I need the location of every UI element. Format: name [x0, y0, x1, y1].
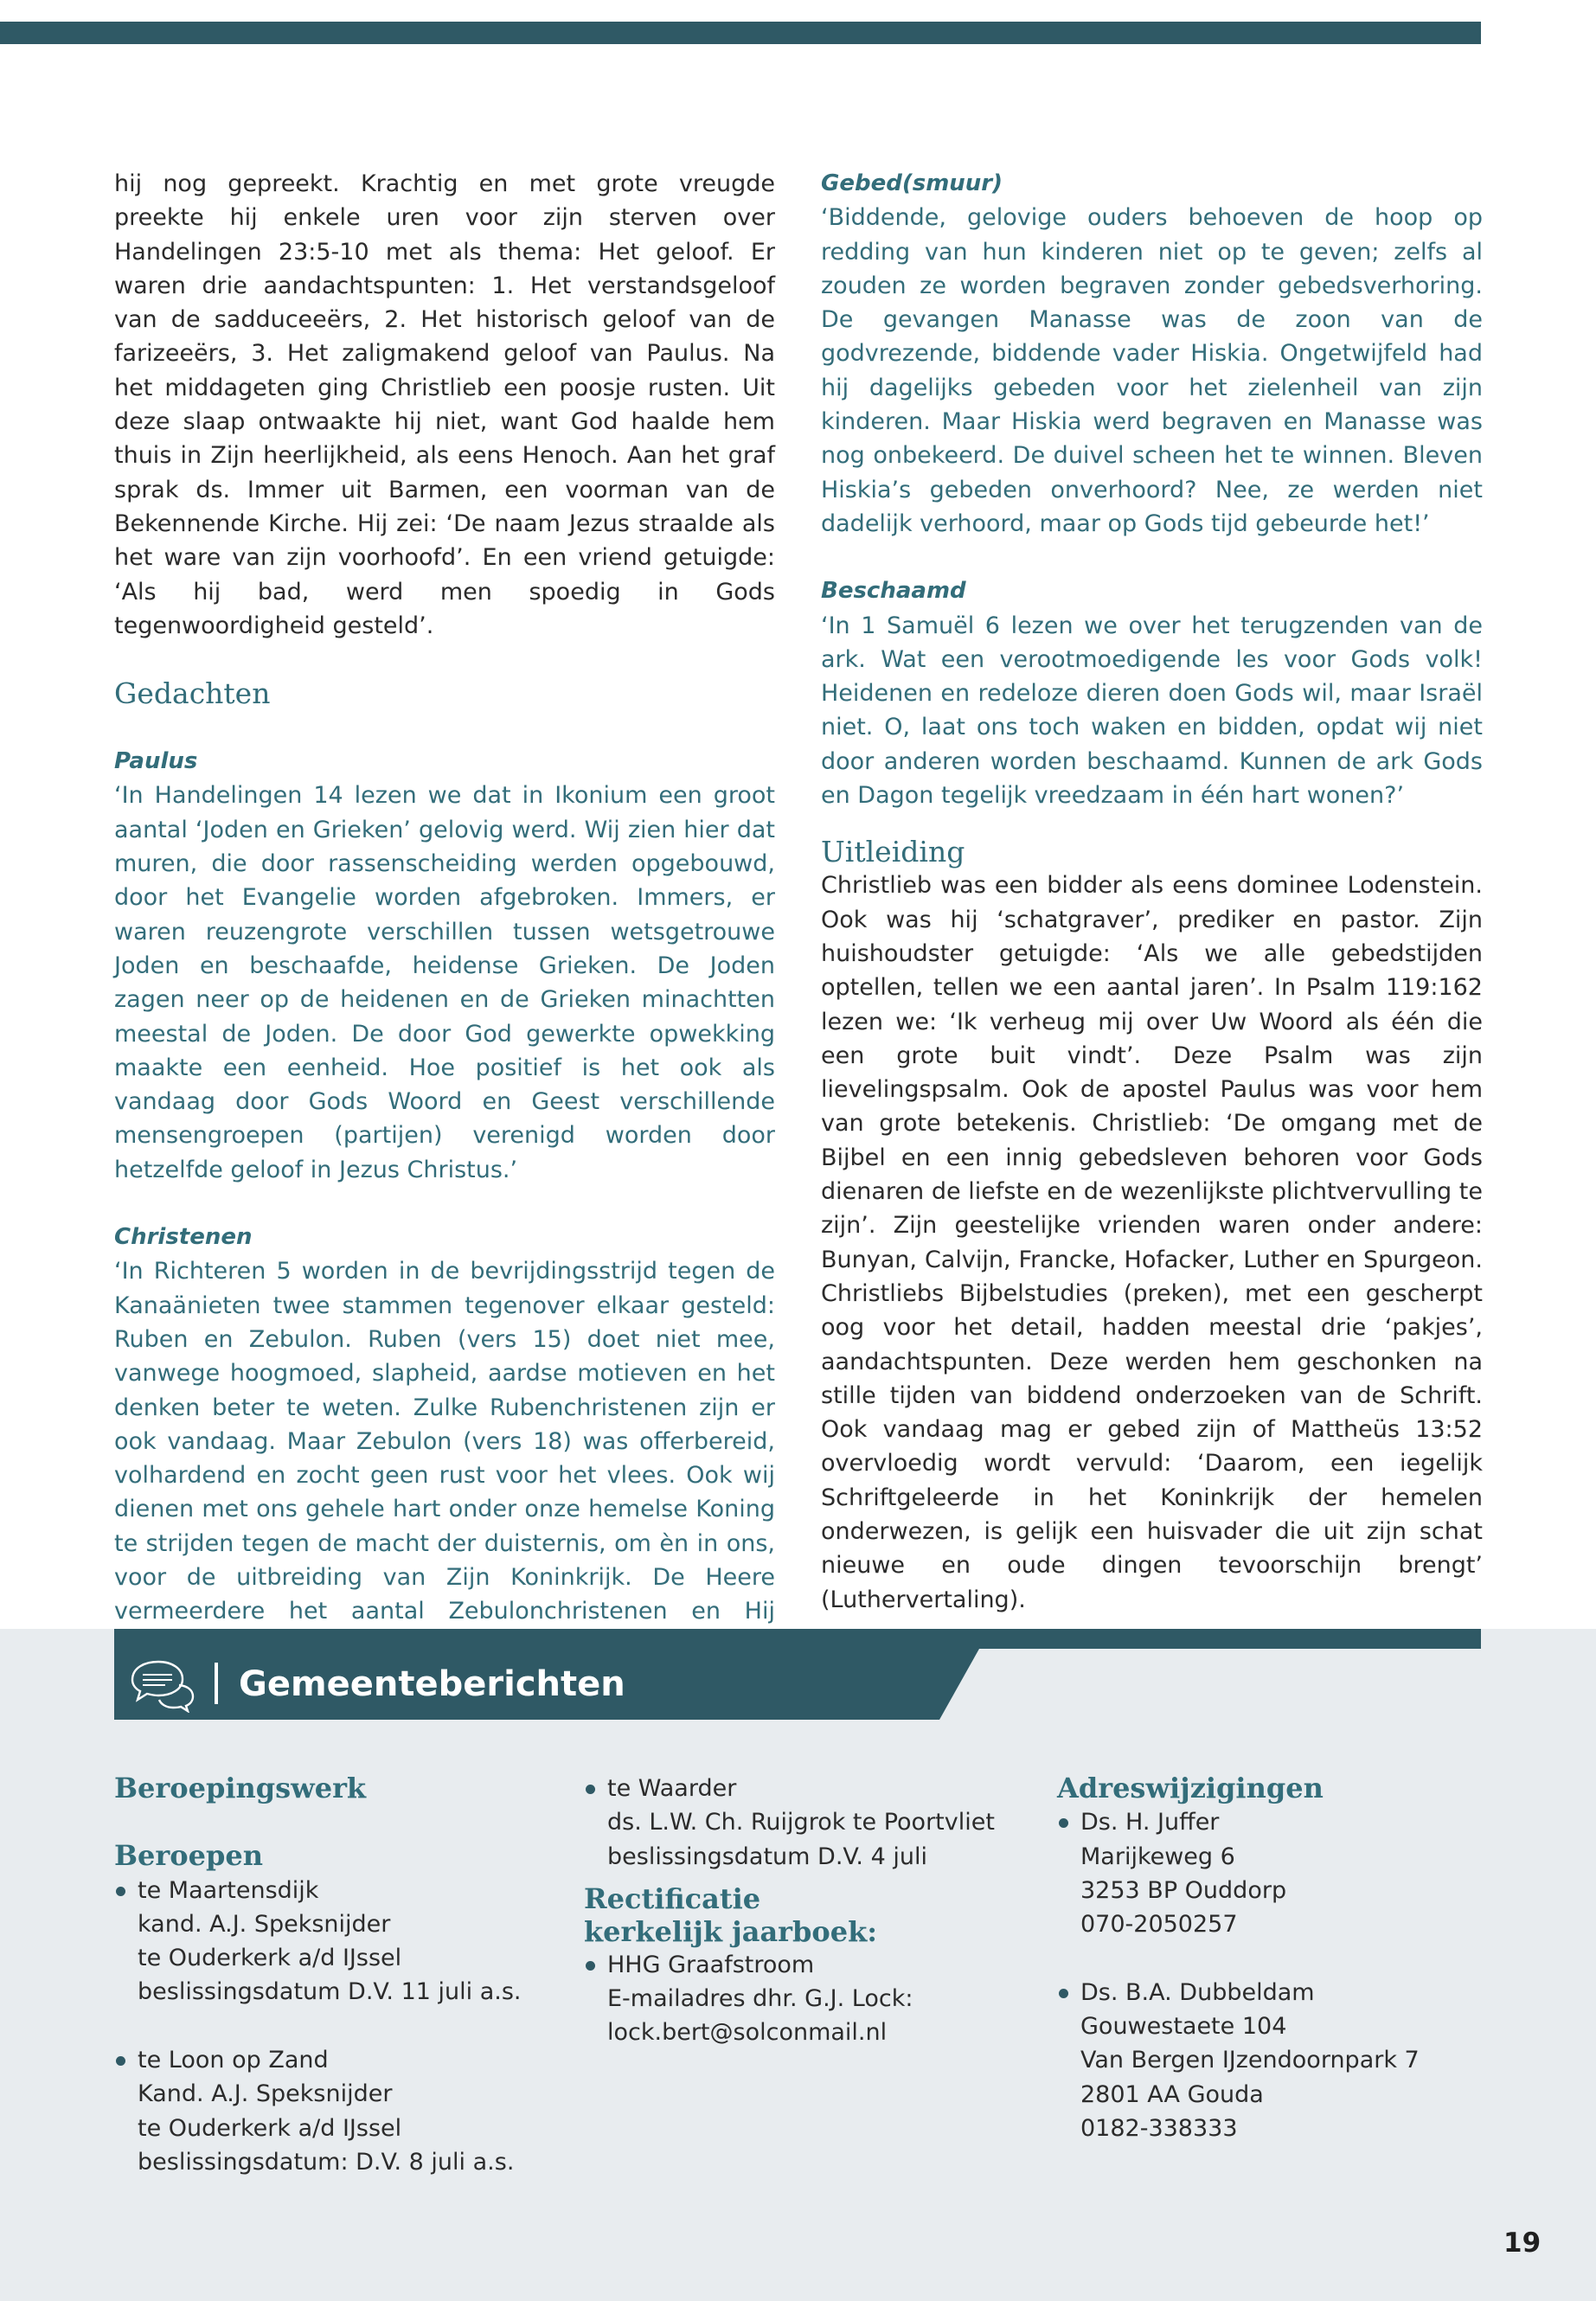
list-item-line: Gouwestaete 104: [1080, 2013, 1287, 2041]
left-column: [114, 167, 775, 1663]
list-item: [1057, 1805, 1490, 1941]
subheading-paulus: Paulus: [114, 748, 198, 775]
list-item-line: te Waarder: [607, 1775, 737, 1802]
beroepingswerk-heading: Beroepingswerk: [114, 1772, 367, 1804]
list-item-line: kand. A.J. Speksnijder: [138, 1910, 391, 1938]
gemeenteberichten-title: Gemeenteberichten: [239, 1664, 625, 1704]
list-item-line: ds. L.W. Ch. Ruijgrok te Poortvliet: [607, 1809, 995, 1836]
adreswijzigingen-column: [1057, 1772, 1490, 2145]
rectificatie-heading-line1: Rectificatie: [584, 1881, 761, 1915]
beroepen-heading: Beroepen: [114, 1839, 263, 1873]
intro-paragraph: hij nog gepreekt. Krachtig en met grote vreugde preekte hij enkele uren voor zijn sterven over Handelingen 23:5-10 met als thema: Het geloof. Er waren drie aandachtspunten: 1. Het verstandsgeloof van de sadduceeërs, 2. Het historisch geloof van de farizeeërs, 3. Het zaligmakend geloof van Paulus. Na het middageten ging Christlieb een poosje rusten. Uit deze slaap ontwaakte hij niet, want God haalde hem thuis in Zijn heerlijkheid, als eens Henoch. Aan het graf sprak ds. Immer uit Barmen, een voorman van de Bekennende Kirche. Hij zei: ‘De naam Jezus straalde als het ware van zijn voorhoofd’. En een vriend getuigde: ‘Als hij bad, werd men spoedig in Gods tegenwoordigheid gesteld’.: [114, 170, 775, 639]
list-item-line: Van Bergen IJzendoornpark 7: [1080, 2047, 1420, 2074]
list-item-line: 0182-338333: [1080, 2114, 1238, 2142]
list-item-line: 070-2050257: [1080, 1911, 1238, 1939]
speech-bubbles-icon: [125, 1654, 200, 1713]
subheading-gebed: Gebed(smuur): [821, 170, 1003, 196]
list-item-line: E-mailadres dhr. G.J. Lock:: [607, 1985, 913, 2013]
beroepingswerk-column: [114, 1772, 564, 2179]
list-item: [584, 1948, 1034, 2050]
list-item-line: 3253 BP Ouddorp: [1080, 1876, 1287, 1904]
list-item-line: beslissingsdatum: D.V. 8 juli a.s.: [138, 2148, 515, 2176]
list-item-line: Kand. A.J. Speksnijder: [138, 2080, 393, 2108]
list-item-line: HHG Graafstroom: [607, 1951, 815, 1978]
quote-beschaamd: ‘In 1 Samuël 6 lezen we over het terugzenden van de ark. Wat een verootmoedigende les voor Gods volk! Heidenen en redeloze dieren doen Gods wil, maar Israël niet. O, laat ons toch waken en bidden, opdat wij niet door anderen worden beschaamd. Kunnen de ark Gods en Dagon tegelijk vreedzaam in één hart wonen?’: [821, 612, 1483, 810]
list-item-line: te Loon op Zand: [138, 2047, 329, 2074]
list-item-line: te Maartensdijk: [138, 1876, 319, 1904]
section-title-uitleiding: Uitleiding: [821, 835, 965, 869]
title-divider: [215, 1663, 218, 1704]
subheading-beschaamd: Beschaamd: [821, 578, 966, 605]
uitleiding-paragraph: Christlieb was een bidder als eens dominee Lodenstein. Ook was hij ‘schatgraver’, prediker en pastor. Zijn huishoudster getuigde: ‘Als we alle gebedstijden optellen, tellen we een aantal jaren’. In Psalm 119:162 lezen we: ‘Ik verheug mij over Uw Woord als één die een grote buit vindt’. Deze Psalm was zijn lievelingspsalm. Ook de apostel Paulus was voor hem van grote betekenis. Christlieb: ‘De omgang met de Bijbel en een innig gebedsleven behoren voor Gods dienaren de liefste en de wezenlijkste plichtvervulling te zijn’. Zijn geestelijke vrienden waren onder andere: Bunyan, Calvijn, Francke, Hofacker, Luther en Spurgeon. Christliebs Bijbelstudies (preken), met een gescherpt oog voor het detail, hadden meestal drie ‘pakjes’, aandachtspunten. Deze werden hem geschonken na stille tijden van biddend onderzoeken van de Schrift. Ook vandaag mag er gebed zijn of Mattheüs 13:52 overvloedig wordt vervuld: ‘Daarom, een iegelijk Schriftgeleerde in het Koninkrijk der hemelen onderwezen, is gelijk een huisvader die uit zijn schat nieuwe en oude dingen tevoorschijn brengt’ (Luthervertaling).: [821, 872, 1483, 1613]
rectificatie-heading: [584, 1882, 1034, 1948]
list-item: [114, 2043, 564, 2179]
top-bar: [0, 22, 1481, 44]
list-item: [584, 1772, 1034, 1874]
quote-gebed: ‘Biddende, gelovige ouders behoeven de hoop op redding van hun kinderen niet op te geven; zelfs al zouden ze worden begraven zonder gebedsverhoring. De gevangen Manasse was de zoon van de godvrezende, biddende vader Hiskia. Ongetwijfeld had hij dagelijks gebeden voor het zielenheil van zijn kinderen. Maar Hiskia werd begraven en Manasse was nog onbekeerd. De duivel scheen het te winnen. Bleven Hiskia’s gebeden onverhoord? Nee, ze werden niet dadelijk verhoord, maar op Gods tijd gebeurde het!’: [821, 204, 1483, 537]
rectificatie-heading-line2: kerkelijk jaarboek:: [584, 1914, 878, 1948]
list-item-line: te Ouderkerk a/d IJssel: [138, 2114, 402, 2142]
list-item: [114, 1874, 564, 2009]
list-item-line: beslissingsdatum D.V. 11 juli a.s.: [138, 1978, 522, 2006]
list-item-line: te Ouderkerk a/d IJssel: [138, 1945, 402, 1972]
section-band-top: [114, 1629, 1481, 1649]
list-item-line: 2801 AA Gouda: [1080, 2080, 1264, 2108]
list-item-line: Ds. H. Juffer: [1080, 1809, 1220, 1836]
subheading-christenen: Christenen: [114, 1224, 253, 1251]
quote-paulus: ‘In Handelingen 14 lezen we dat in Ikonium een groot aantal ‘Joden en Grieken’ gelovig werd. Wij zien hier dat muren, die door rassenscheiding werden opgebouwd, door het Evangelie worden afgebroken. Immers, er waren reuzengrote verschillen tussen wetsgetrouwe Joden en beschaafde, heidense Grieken. De Joden zagen neer op de heidenen en de Grieken minachtten meestal de Joden. De door God gewerkte opwekking maakte een eenheid. Hoe positief is het ook als vandaag door Gods Woord en Geest verschillende mensengroepen (partijen) verenigd worden door hetzelfde geloof in Jezus Christus.’: [114, 782, 775, 1183]
list-item-line: Ds. B.A. Dubbeldam: [1080, 1978, 1315, 2006]
rectificatie-column: [584, 1772, 1034, 2050]
list-item-line: beslissingsdatum D.V. 4 juli: [607, 1843, 927, 1870]
quote-christenen: ‘In Richteren 5 worden in de bevrijdingsstrijd tegen de Kanaänieten twee stammen tegenover elkaar gesteld: Ruben en Zebulon. Ruben (vers 15) doet niet mee, vanwege hoogmoed, slapheid, aardse motieven en het denken beter te weten. Zulke Rubenchristenen zijn er ook vandaag. Maar Zebulon (vers 18) was offerbereid, volhardend en zocht geen rust voor het vlees. Ook wij dienen met ons gehele hart onder onze hemelse Koning te strijden tegen de macht der duisternis, om èn in ons, voor de uitbreiding van Zijn Koninkrijk. De Heere vermeerdere het aantal Zebulonchristenen en Hij: [114, 1258, 775, 1625]
page-number: 19: [1503, 2227, 1542, 2259]
right-column: [821, 167, 1483, 1684]
section-title-gedachten: Gedachten: [114, 676, 271, 711]
adreswijzigingen-heading: Adreswijzigingen: [1057, 1772, 1324, 1804]
list-item-line: Marijkeweg 6: [1080, 1843, 1235, 1870]
email-link[interactable]: lock.bert@solconmail.nl: [607, 2019, 888, 2047]
list-item: [1057, 1976, 1490, 2145]
